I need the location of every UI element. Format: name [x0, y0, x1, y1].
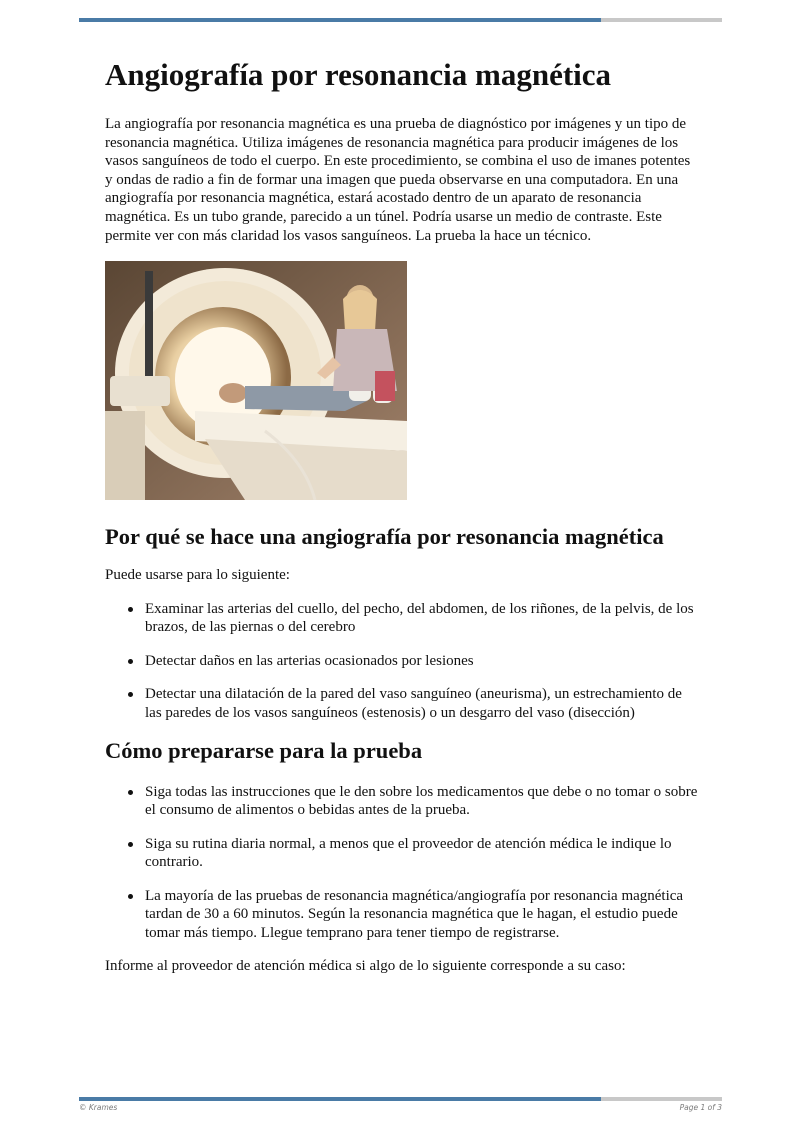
- intro-paragraph: La angiografía por resonancia magnética es una prueba de diagnóstico por imágenes y un tipo de resonancia magnética. Utiliza imágenes de resonancia magnética para producir imágenes de los vasos sanguíneos de todo el cuerpo. En este procedimiento, se combina el uso de imanes potentes y ondas de radio a fin de formar una imagen que pueda observarse en una computadora. En una angiografía por resonancia magnética, estará acostado dentro de un aparato de resonancia magnética. Es un tubo grande, parecido a un túnel. Podría usarse un medio de contraste. Este permite ver con más claridad los vasos sanguíneos. La prueba la hace un técnico.: [105, 116, 691, 244]
- mri-scanner-photo: [105, 261, 407, 500]
- section-heading-why: Por qué se hace una angiografía por resonancia magnética: [105, 524, 664, 550]
- header-rule: [79, 18, 722, 22]
- trailing-paragraph: Informe al proveedor de atención médica si algo de lo siguiente corresponde a su caso:: [105, 958, 626, 974]
- list-item: Examinar las arterias del cuello, del pecho, del abdomen, de los riñones, de la pelvis, de los brazos, de las piernas o del cerebro: [145, 600, 700, 637]
- list-item: Detectar una dilatación de la pared del vaso sanguíneo (aneurisma), un estrechamiento de las paredes de los vasos sanguíneos (estenosis) o un desgarro del vaso (disección): [145, 685, 700, 722]
- why-list: [105, 600, 700, 722]
- section-heading-prepare: Cómo prepararse para la prueba: [105, 737, 423, 763]
- list-item: La mayoría de las pruebas de resonancia magnética/angiografía por resonancia magnética tardan de 30 a 60 minutos. Según la resonancia magnética que le hagan, el estudio puede tomar más tiempo. Llegue temprano para tener tiempo de registrarse.: [145, 887, 700, 943]
- footer-copyright: © Krames: [79, 1103, 118, 1112]
- list-item: Detectar daños en las arterias ocasionados por lesiones: [145, 652, 700, 671]
- page-title: Angiografía por resonancia magnética: [105, 57, 612, 92]
- list-item: Siga todas las instrucciones que le den sobre los medicamentos que debe o no tomar o sobre el consumo de alimentos o bebidas antes de la prueba.: [145, 783, 700, 820]
- footer-page-number: Page 1 of 3: [679, 1103, 722, 1112]
- footer-rule: [79, 1097, 722, 1101]
- header-rule-accent: [79, 18, 601, 22]
- document-body: [105, 55, 700, 976]
- prepare-list: [105, 783, 700, 943]
- list-item: Siga su rutina diaria normal, a menos que el proveedor de atención médica le indique lo contrario.: [145, 835, 700, 872]
- section-lead-why: Puede usarse para lo siguiente:: [105, 567, 290, 584]
- footer-rule-accent: [79, 1097, 601, 1101]
